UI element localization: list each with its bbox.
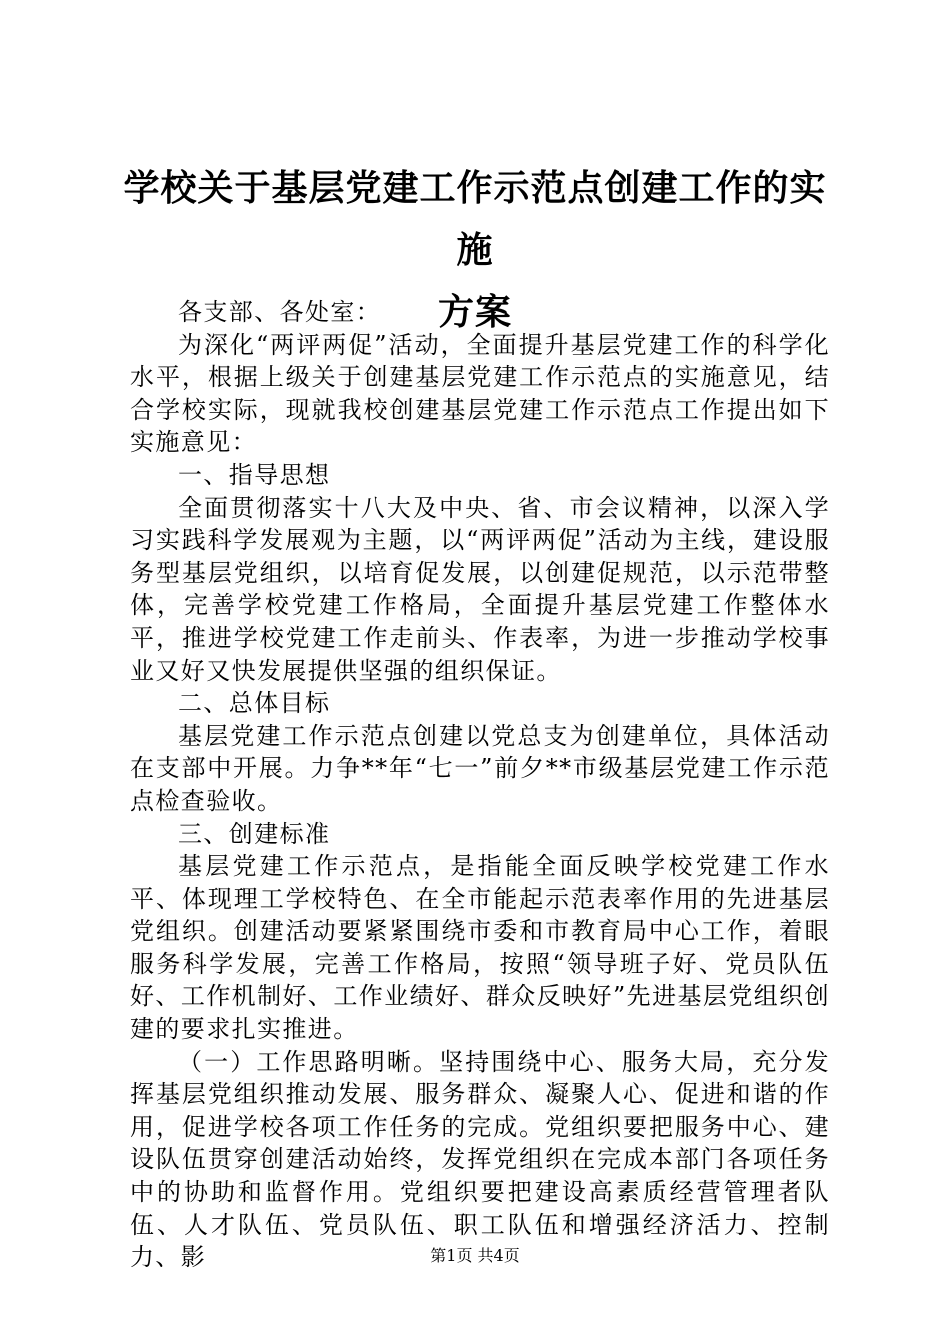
paragraph-subsection-1: （一）工作思路明晰。坚持围绕中心、服务大局，充分发挥基层党组织推动发展、服务群众、凝聚人心、促进和谐的作用，促进学校各项工作任务的完成。党组织要把服务中心、建设队伍贯穿创建活动始终，发挥党组织在完成本部门各项任务中的协助和监督作用。党组织要把建设高素质经营管理者队伍、人才队伍、党员队伍、职工队伍和增强经济活力、控制力、影 <box>130 1047 830 1272</box>
section-heading-2: 二、总体目标 <box>178 689 331 718</box>
document-body <box>130 296 830 1274</box>
paragraph-overall-goal: 基层党建工作示范点创建以党总支为创建单位，具体活动在支部中开展。力争**年“七一”前夕**市级基层党建工作示范点检查验收。 <box>130 721 830 815</box>
paragraph-standards: 基层党建工作示范点，是指能全面反映学校党建工作水平、体现理工学校特色、在全市能起示范表率作用的先进基层党组织。创建活动要紧紧围绕市委和市教育局中心工作，着眼服务科学发展，完善工作格局，按照“领导班子好、党员队伍好、工作机制好、工作业绩好、群众反映好”先进基层党组织创建的要求扎实推进。 <box>130 852 830 1044</box>
title-line-1: 学校关于基层党建工作示范点创建工作的实施 <box>123 168 827 271</box>
section-heading-1: 一、指导思想 <box>178 460 331 489</box>
section-heading-3: 三、创建标准 <box>178 819 331 848</box>
title-line-2: 方案 <box>437 292 512 333</box>
salutation: 各支部、各处室： <box>178 298 382 326</box>
paragraph-intro: 为深化“两评两促”活动，全面提升基层党建工作的科学化水平，根据上级关于创建基层党建工作示范点的实施意见，结合学校实际，现就我校创建基层党建工作示范点工作提出如下实施意见： <box>130 330 830 457</box>
paragraph-guiding-ideology: 全面贯彻落实十八大及中央、省、市会议精神，以深入学习实践科学发展观为主题，以“两评两促”活动为主线，建设服务型基层党组织，以培育促发展，以创建促规范，以示范带整体，完善学校党建工作格局，全面提升基层党建工作整体水平，推进学校党建工作走前头、作表率，为进一步推动学校事业又好又快发展提供坚强的组织保证。 <box>130 493 830 685</box>
page-footer: 第1页 共4页 <box>430 1246 520 1265</box>
